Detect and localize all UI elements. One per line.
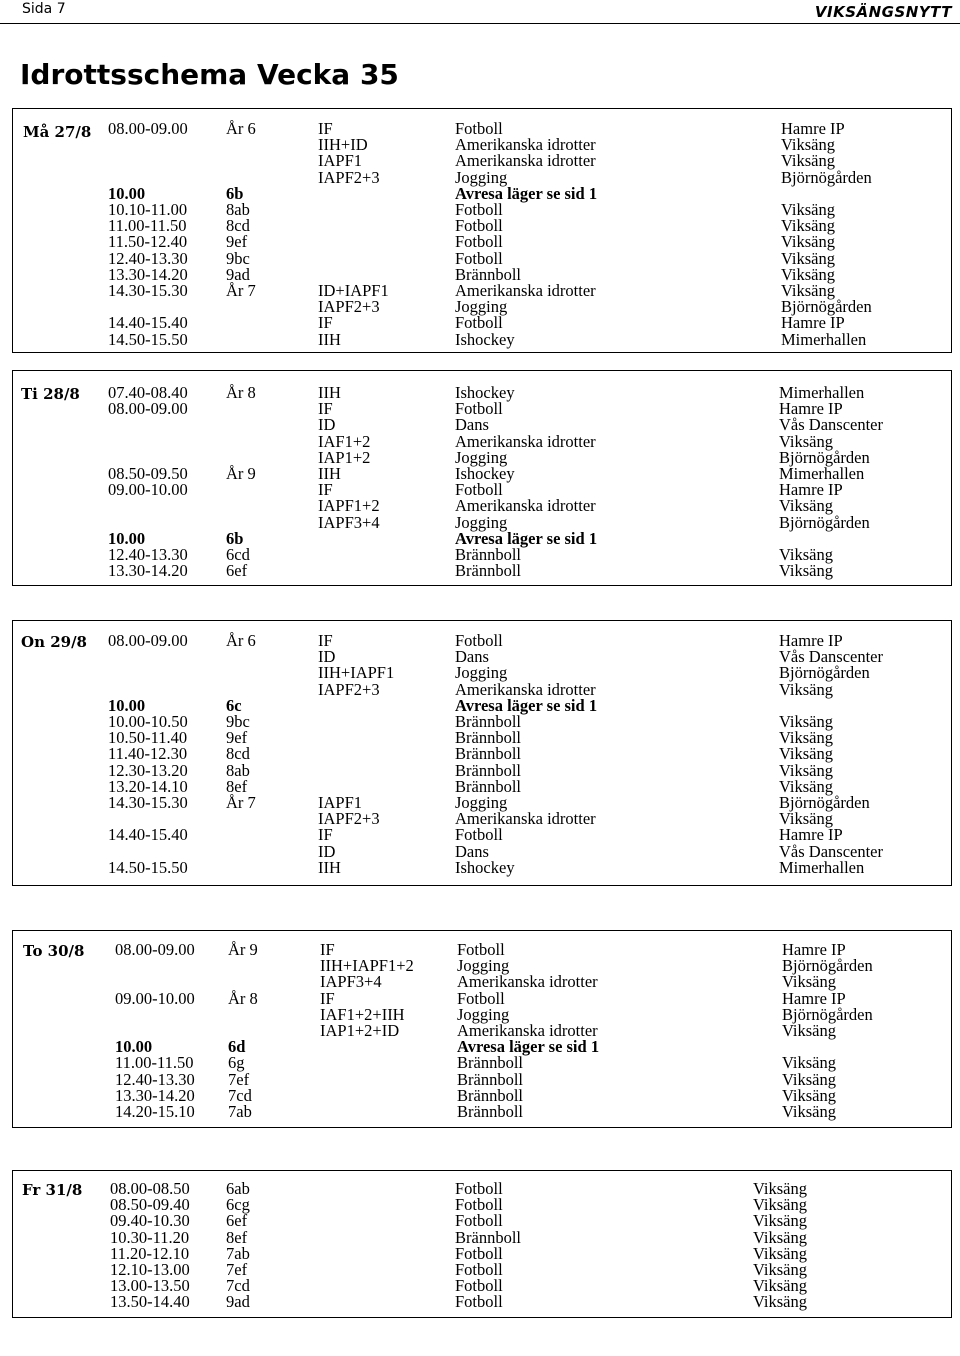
cell-grade: År 8 xyxy=(226,383,256,402)
cell-place: Björnögården xyxy=(779,447,870,467)
cell-time: 14.30-15.30 xyxy=(108,793,188,812)
schedule-row xyxy=(13,1104,951,1120)
cell-activity: Fotboll xyxy=(455,1243,503,1263)
cell-activity: Fotboll xyxy=(455,399,503,419)
cell-grade: År 9 xyxy=(226,464,256,483)
cell-time: 11.50-12.40 xyxy=(108,232,188,252)
cell-time: 10.00 xyxy=(108,528,146,548)
cell-group: IAPF3+4 xyxy=(318,512,380,532)
cell-place: Viksäng xyxy=(779,760,834,780)
cell-time: 13.50-14.40 xyxy=(110,1292,190,1312)
cell-group: IF xyxy=(318,119,333,138)
cell-group: ID xyxy=(318,415,336,435)
cell-time: 08.00-09.00 xyxy=(108,631,188,650)
cell-place: Hamre IP xyxy=(782,988,846,1008)
cell-time: 13.30-14.20 xyxy=(108,264,188,284)
cell-activity: Avresa läger se sid 1 xyxy=(455,695,598,715)
cell-grade: 6b xyxy=(226,528,244,548)
cell-group: IAPF1+2 xyxy=(318,496,380,516)
cell-grade: År 7 xyxy=(226,793,256,812)
cell-grade: År 8 xyxy=(228,988,258,1008)
cell-activity: Brännboll xyxy=(455,264,521,284)
day-label: To 30/8 xyxy=(23,942,85,960)
cell-time: 10.50-11.40 xyxy=(108,728,188,748)
cell-grade: 6ef xyxy=(226,1211,248,1231)
cell-activity: Jogging xyxy=(457,1004,510,1024)
cell-group: IAPF2+3 xyxy=(318,679,380,699)
cell-grade: 7ef xyxy=(226,1260,248,1279)
cell-activity: Fotboll xyxy=(457,988,505,1008)
cell-activity: Avresa läger se sid 1 xyxy=(455,183,598,203)
cell-activity: Jogging xyxy=(455,167,508,187)
cell-time: 10.10-11.00 xyxy=(108,200,188,219)
cell-time: 12.40-13.30 xyxy=(108,545,188,564)
cell-group: IAPF1 xyxy=(318,151,363,171)
cell-grade: 7ab xyxy=(226,1243,250,1263)
cell-place: Viksäng xyxy=(753,1243,808,1263)
cell-time: 08.50-09.50 xyxy=(108,464,188,483)
cell-time: 11.00-11.50 xyxy=(115,1053,194,1073)
cell-place: Björnögården xyxy=(782,1004,873,1024)
cell-activity: Brännboll xyxy=(455,712,521,731)
cell-place: Viksäng xyxy=(779,728,834,748)
cell-activity: Fotboll xyxy=(457,940,505,959)
cell-time: 10.00 xyxy=(108,183,146,203)
cell-activity: Brännboll xyxy=(457,1085,523,1105)
cell-group: IIH xyxy=(318,383,341,402)
cell-place: Viksäng xyxy=(782,1069,837,1089)
cell-grade: 6b xyxy=(226,183,244,203)
cell-activity: Fotboll xyxy=(455,480,503,500)
page-header xyxy=(0,0,960,24)
cell-place: Mimerhallen xyxy=(779,857,865,877)
cell-activity: Ishockey xyxy=(455,464,515,483)
cell-group: IIH xyxy=(318,857,341,877)
cell-activity: Fotboll xyxy=(455,825,503,845)
cell-activity: Jogging xyxy=(457,956,510,976)
cell-grade: År 7 xyxy=(226,281,256,300)
cell-activity: Fotboll xyxy=(455,313,503,333)
cell-activity: Fotboll xyxy=(455,1195,503,1215)
cell-activity: Amerikanska idrotter xyxy=(455,431,596,451)
cell-grade: 6ef xyxy=(226,561,248,581)
cell-place: Mimerhallen xyxy=(779,464,865,483)
cell-place: Viksäng xyxy=(779,712,834,731)
cell-activity: Jogging xyxy=(455,297,508,317)
cell-activity: Dans xyxy=(455,415,489,435)
cell-place: Björnögården xyxy=(779,663,870,683)
cell-time: 09.40-10.30 xyxy=(110,1211,190,1231)
cell-place: Viksäng xyxy=(781,135,836,155)
cell-time: 14.50-15.50 xyxy=(108,329,188,349)
cell-place: Björnögården xyxy=(782,956,873,976)
cell-activity: Dans xyxy=(455,647,489,667)
cell-place: Vås Danscenter xyxy=(779,647,883,667)
cell-time: 08.50-09.40 xyxy=(110,1195,190,1215)
day-label: On 29/8 xyxy=(21,633,87,651)
cell-activity: Amerikanska idrotter xyxy=(455,135,596,155)
cell-time: 14.30-15.30 xyxy=(108,281,188,300)
cell-grade: 8cd xyxy=(226,216,250,236)
cell-place: Viksäng xyxy=(782,1021,837,1040)
cell-activity: Brännboll xyxy=(455,744,521,764)
day-box xyxy=(12,108,952,353)
cell-time: 12.40-13.30 xyxy=(108,248,188,268)
cell-time: 07.40-08.40 xyxy=(108,383,188,402)
cell-time: 13.30-14.20 xyxy=(115,1085,195,1105)
cell-place: Viksäng xyxy=(753,1195,808,1215)
cell-place: Hamre IP xyxy=(779,631,843,650)
cell-activity: Dans xyxy=(455,841,489,861)
cell-grade: 6cg xyxy=(226,1195,250,1215)
cell-grade: 8cd xyxy=(226,744,250,764)
cell-activity: Fotboll xyxy=(455,1292,503,1312)
cell-place: Hamre IP xyxy=(779,480,843,500)
cell-place: Björnögården xyxy=(781,167,872,187)
cell-group: IAP1+2+ID xyxy=(320,1021,400,1040)
cell-grade: 6g xyxy=(228,1053,245,1073)
cell-time: 12.40-13.30 xyxy=(115,1069,195,1089)
cell-grade: 8ef xyxy=(226,1227,248,1247)
day-label: Må 27/8 xyxy=(23,123,92,141)
cell-group: IF xyxy=(318,631,333,650)
cell-time: 10.00 xyxy=(108,695,146,715)
cell-time: 14.40-15.40 xyxy=(108,313,188,333)
cell-place: Viksäng xyxy=(782,972,837,992)
day-box xyxy=(12,930,952,1128)
cell-place: Viksäng xyxy=(779,431,834,451)
cell-group: IF xyxy=(320,940,335,959)
cell-grade: 7cd xyxy=(228,1085,252,1105)
cell-activity: Fotboll xyxy=(455,1260,503,1279)
cell-activity: Amerikanska idrotter xyxy=(457,1021,598,1040)
cell-group: IAPF1 xyxy=(318,793,363,812)
cell-time: 13.30-14.20 xyxy=(108,561,188,581)
cell-time: 14.40-15.40 xyxy=(108,825,188,845)
cell-place: Hamre IP xyxy=(781,119,845,138)
cell-grade: 7cd xyxy=(226,1276,250,1296)
cell-grade: 8ab xyxy=(226,760,250,780)
cell-place: Viksäng xyxy=(781,216,836,236)
cell-activity: Brännboll xyxy=(455,1227,521,1247)
cell-grade: År 9 xyxy=(228,940,258,959)
cell-place: Viksäng xyxy=(781,151,836,171)
cell-time: 11.20-12.10 xyxy=(110,1243,190,1263)
cell-place: Viksäng xyxy=(779,679,834,699)
cell-activity: Fotboll xyxy=(455,631,503,650)
cell-activity: Amerikanska idrotter xyxy=(455,679,596,699)
cell-group: IF xyxy=(318,399,333,419)
cell-activity: Amerikanska idrotter xyxy=(455,281,596,300)
cell-group: IIH+IAPF1 xyxy=(318,663,395,683)
cell-activity: Fotboll xyxy=(455,119,503,138)
cell-activity: Brännboll xyxy=(457,1053,523,1073)
cell-activity: Brännboll xyxy=(455,545,521,564)
cell-place: Viksäng xyxy=(779,496,834,516)
cell-time: 11.40-12.30 xyxy=(108,744,188,764)
cell-place: Viksäng xyxy=(781,200,836,219)
cell-time: 08.00-09.00 xyxy=(108,119,188,138)
cell-time: 08.00-09.00 xyxy=(115,940,195,959)
day-box xyxy=(12,620,952,886)
cell-place: Viksäng xyxy=(779,776,834,796)
header-divider xyxy=(0,23,960,24)
cell-grade: År 6 xyxy=(226,119,256,138)
cell-grade: 7ab xyxy=(228,1102,252,1121)
cell-place: Viksäng xyxy=(779,744,834,764)
cell-activity: Amerikanska idrotter xyxy=(457,972,598,992)
cell-grade: 9bc xyxy=(226,712,250,731)
cell-group: IAPF3+4 xyxy=(320,972,382,992)
cell-group: ID xyxy=(318,841,336,861)
cell-group: IAF1+2 xyxy=(318,431,371,451)
cell-activity: Jogging xyxy=(455,512,508,532)
cell-time: 14.20-15.10 xyxy=(115,1102,195,1121)
cell-time: 10.00 xyxy=(115,1037,153,1057)
cell-time: 08.00-09.00 xyxy=(108,399,188,419)
cell-place: Hamre IP xyxy=(781,313,845,333)
cell-place: Vås Danscenter xyxy=(779,415,883,435)
cell-place: Viksäng xyxy=(779,561,834,581)
day-label: Fr 31/8 xyxy=(22,1181,83,1199)
cell-activity: Fotboll xyxy=(455,1179,503,1198)
cell-group: IAPF2+3 xyxy=(318,809,380,829)
cell-grade: År 6 xyxy=(226,631,256,650)
cell-place: Björnögården xyxy=(779,793,870,812)
schedule-row xyxy=(13,857,951,877)
cell-activity: Fotboll xyxy=(455,200,503,219)
cell-activity: Jogging xyxy=(455,663,508,683)
cell-activity: Brännboll xyxy=(455,728,521,748)
cell-group: IIH xyxy=(318,329,341,349)
cell-group: IIH xyxy=(318,464,341,483)
cell-place: Mimerhallen xyxy=(781,329,867,349)
cell-place: Viksäng xyxy=(781,232,836,252)
cell-time: 09.00-10.00 xyxy=(108,480,188,500)
cell-activity: Amerikanska idrotter xyxy=(455,496,596,516)
cell-grade: 7ef xyxy=(228,1069,250,1089)
cell-place: Viksäng xyxy=(753,1227,808,1247)
cell-place: Viksäng xyxy=(753,1276,808,1296)
cell-activity: Brännboll xyxy=(455,561,521,581)
cell-grade: 9bc xyxy=(226,248,250,268)
cell-activity: Brännboll xyxy=(455,776,521,796)
cell-group: IF xyxy=(320,988,335,1008)
cell-place: Viksäng xyxy=(753,1179,808,1198)
cell-activity: Jogging xyxy=(455,447,508,467)
cell-activity: Avresa läger se sid 1 xyxy=(455,528,598,548)
cell-activity: Fotboll xyxy=(455,248,503,268)
cell-group: ID xyxy=(318,647,336,667)
cell-place: Viksäng xyxy=(782,1053,837,1073)
cell-group: ID+IAPF1 xyxy=(318,281,389,300)
cell-activity: Fotboll xyxy=(455,1211,503,1231)
cell-place: Viksäng xyxy=(782,1085,837,1105)
cell-group: IIH+ID xyxy=(318,135,368,155)
cell-place: Viksäng xyxy=(779,809,834,829)
cell-time: 12.30-13.20 xyxy=(108,760,188,780)
cell-activity: Amerikanska idrotter xyxy=(455,809,596,829)
cell-grade: 8ef xyxy=(226,776,248,796)
cell-group: IF xyxy=(318,313,333,333)
cell-place: Mimerhallen xyxy=(779,383,865,402)
cell-place: Viksäng xyxy=(781,248,836,268)
cell-activity: Brännboll xyxy=(457,1069,523,1089)
cell-time: 12.10-13.00 xyxy=(110,1260,190,1279)
day-label: Ti 28/8 xyxy=(21,385,80,403)
cell-activity: Brännboll xyxy=(455,760,521,780)
cell-activity: Fotboll xyxy=(455,232,503,252)
cell-place: Viksäng xyxy=(781,264,836,284)
schedule-row xyxy=(13,563,951,579)
cell-group: IAF1+2+IIH xyxy=(320,1004,405,1024)
cell-activity: Jogging xyxy=(455,793,508,812)
cell-group: IF xyxy=(318,480,333,500)
cell-place: Viksäng xyxy=(753,1260,808,1279)
cell-grade: 6cd xyxy=(226,545,250,564)
cell-activity: Fotboll xyxy=(455,216,503,236)
cell-place: Viksäng xyxy=(779,545,834,564)
cell-activity: Ishockey xyxy=(455,857,515,877)
cell-activity: Ishockey xyxy=(455,383,515,402)
cell-grade: 6ab xyxy=(226,1179,250,1198)
cell-place: Hamre IP xyxy=(779,399,843,419)
cell-group: IIH+IAPF1+2 xyxy=(320,956,414,976)
cell-time: 13.00-13.50 xyxy=(110,1276,190,1296)
cell-activity: Ishockey xyxy=(455,329,515,349)
cell-activity: Fotboll xyxy=(455,1276,503,1296)
cell-time: 10.00-10.50 xyxy=(108,712,188,731)
day-box xyxy=(12,1170,952,1318)
cell-place: Björnögården xyxy=(779,512,870,532)
cell-grade: 9ad xyxy=(226,264,250,284)
cell-grade: 9ef xyxy=(226,728,248,748)
cell-time: 08.00-08.50 xyxy=(110,1179,190,1198)
cell-place: Viksäng xyxy=(753,1292,808,1312)
cell-grade: 9ef xyxy=(226,232,248,252)
cell-grade: 9ad xyxy=(226,1292,250,1312)
cell-time: 13.20-14.10 xyxy=(108,776,188,796)
cell-time: 09.00-10.00 xyxy=(115,988,195,1008)
page-number: Sida 7 xyxy=(22,1,66,17)
cell-group: IAPF2+3 xyxy=(318,167,380,187)
cell-place: Viksäng xyxy=(782,1102,837,1121)
cell-place: Hamre IP xyxy=(782,940,846,959)
cell-place: Björnögården xyxy=(781,297,872,317)
cell-grade: 8ab xyxy=(226,200,250,219)
cell-time: 11.00-11.50 xyxy=(108,216,187,236)
cell-activity: Amerikanska idrotter xyxy=(455,151,596,171)
page-title: Idrottsschema Vecka 35 xyxy=(20,58,399,91)
cell-time: 10.30-11.20 xyxy=(110,1227,190,1247)
cell-activity: Avresa läger se sid 1 xyxy=(457,1037,600,1057)
cell-group: IF xyxy=(318,825,333,845)
cell-place: Viksäng xyxy=(781,281,836,300)
cell-grade: 6c xyxy=(226,695,242,715)
cell-place: Hamre IP xyxy=(779,825,843,845)
cell-group: IAP1+2 xyxy=(318,447,371,467)
cell-activity: Brännboll xyxy=(457,1102,523,1121)
cell-grade: 6d xyxy=(228,1037,246,1057)
schedule-row xyxy=(13,329,951,349)
cell-place: Vås Danscenter xyxy=(779,841,883,861)
cell-place: Viksäng xyxy=(753,1211,808,1231)
cell-time: 14.50-15.50 xyxy=(108,857,188,877)
day-box xyxy=(12,370,952,586)
publication-name: VIKSÄNGSNYTT xyxy=(814,3,952,21)
schedule-row xyxy=(13,1294,951,1310)
cell-group: IAPF2+3 xyxy=(318,297,380,317)
